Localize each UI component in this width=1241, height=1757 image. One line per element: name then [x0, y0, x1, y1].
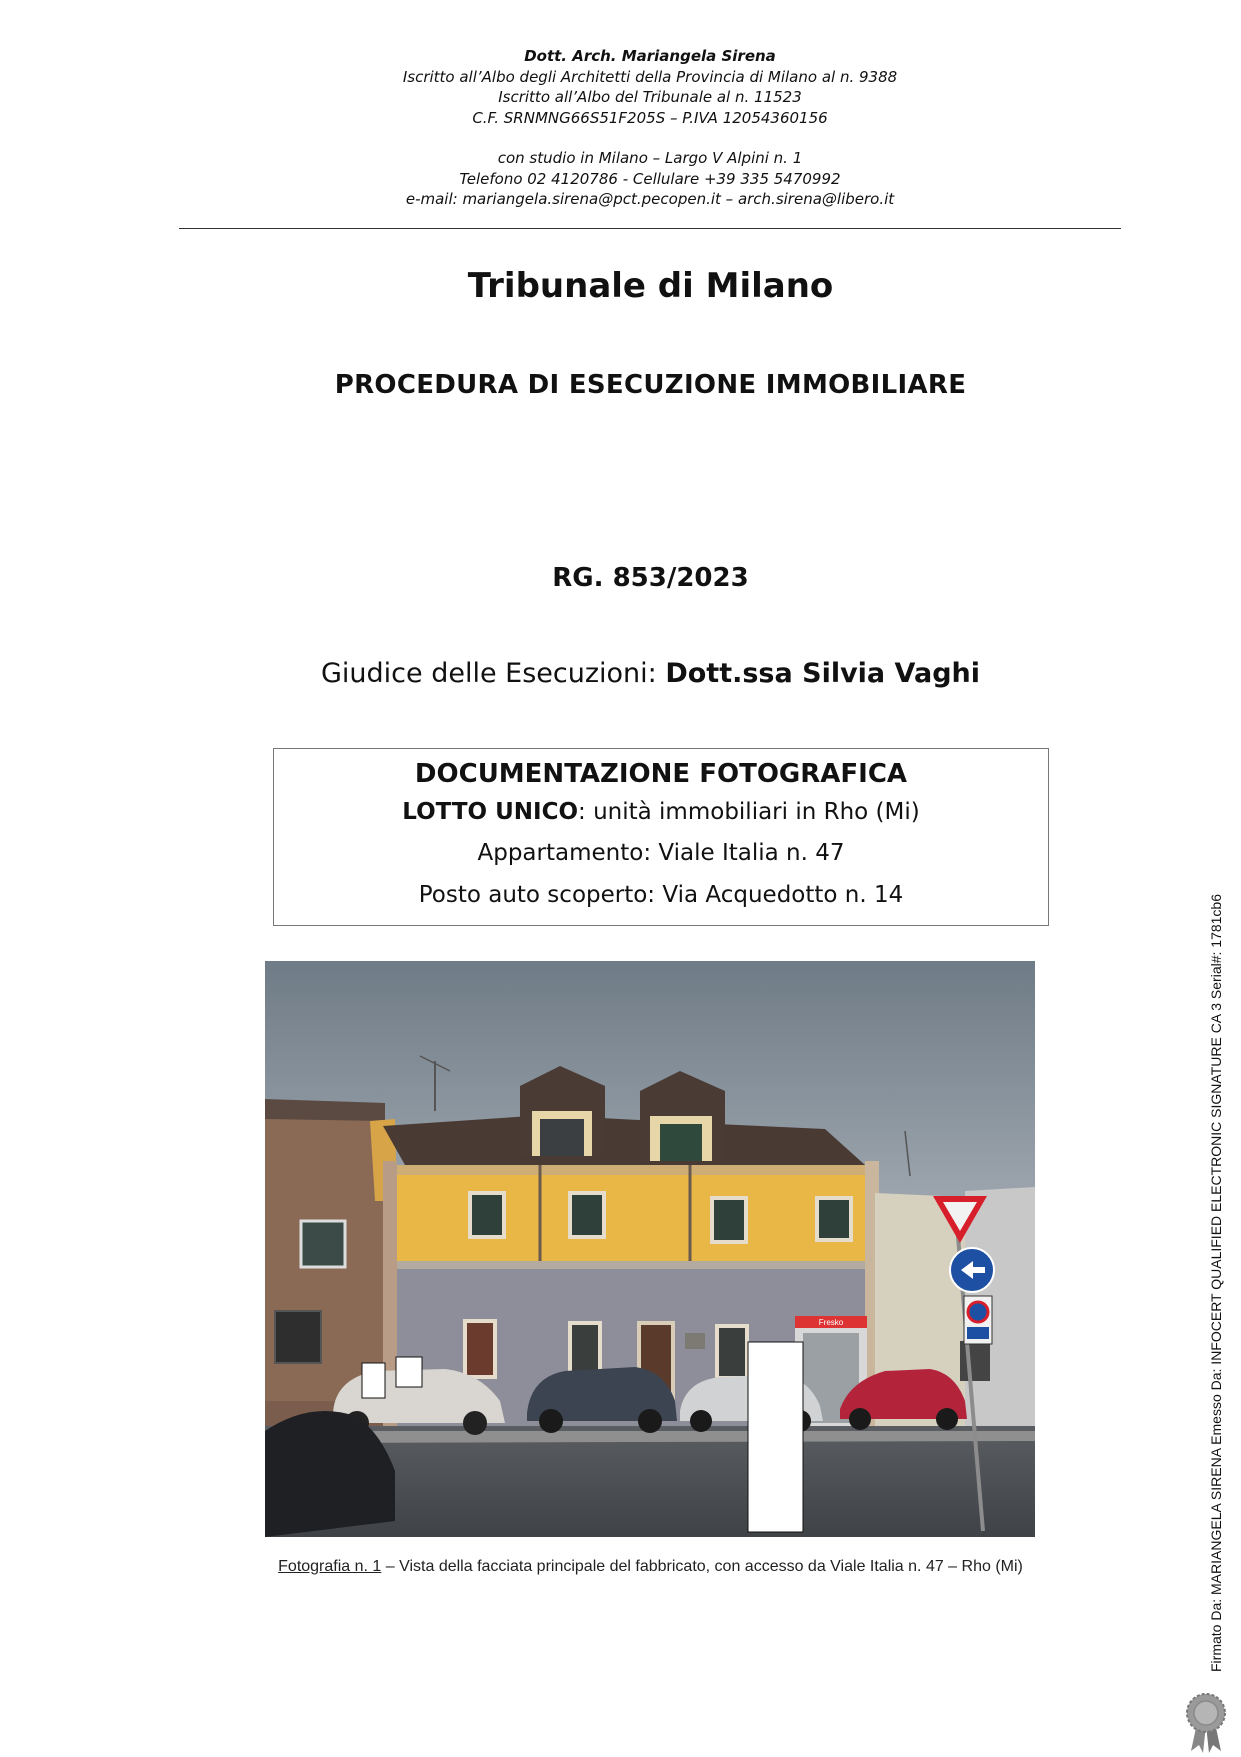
lotto-text: : unità immobiliari in Rho (Mi)	[578, 799, 920, 825]
digital-signature-text: Firmato Da: MARIANGELA SIRENA Emesso Da: INFOCERT QUALIFIED ELECTRONIC SIGNATURE CA 3 Serial#: 1781cb6	[1208, 893, 1224, 1672]
building-photo	[265, 961, 1035, 1537]
header-divider	[179, 228, 1121, 229]
procedure-title: PROCEDURA DI ESECUZIONE IMMOBILIARE	[334, 370, 967, 400]
rosette-seal-icon	[1183, 1693, 1229, 1753]
caption-ref: Fotografia n. 1	[278, 1558, 382, 1575]
documentation-box	[273, 748, 1049, 926]
letterhead-line: Telefono 02 4120786 - Cellulare +39 335 5470992	[459, 169, 841, 188]
photo-caption	[0, 1558, 1241, 1576]
caption-text: – Vista della facciata principale del fabbricato, con accesso da Viale Italia n. 47 – Rho (Mi)	[381, 1558, 1023, 1575]
letterhead-email: e-mail: mariangela.sirena@pct.pecopen.it – arch.sirena@libero.it	[405, 190, 895, 208]
documentation-title: DOCUMENTAZIONE FOTOGRAFICA	[414, 759, 908, 789]
author-name: Dott. Arch. Mariangela Sirena	[524, 47, 776, 65]
court-title: Tribunale di Milano	[467, 266, 834, 306]
letterhead-line: C.F. SRNMNG66S51F205S – P.IVA 12054360156	[472, 108, 828, 127]
judge-name: Dott.ssa Silvia Vaghi	[665, 658, 980, 689]
letterhead	[150, 46, 1150, 210]
letterhead-line: Iscritto all’Albo degli Architetti della Provincia di Milano al n. 9388	[402, 67, 898, 86]
case-number: RG. 853/2023	[552, 563, 749, 593]
letterhead-line: Iscritto all’Albo del Tribunale al n. 11523	[498, 88, 802, 106]
lotto-label: LOTTO UNICO	[402, 799, 579, 825]
letterhead-line: con studio in Milano – Largo V Alpini n. 1	[497, 149, 803, 167]
shop-sign: Fresko	[818, 1318, 844, 1327]
apartment-line: Appartamento: Viale Italia n. 47	[477, 840, 845, 866]
parking-line: Posto auto scoperto: Via Acquedotto n. 14	[418, 882, 904, 908]
lotto-line	[274, 791, 1048, 834]
judge-line	[0, 658, 1241, 689]
judge-label: Giudice delle Esecuzioni:	[320, 658, 666, 689]
